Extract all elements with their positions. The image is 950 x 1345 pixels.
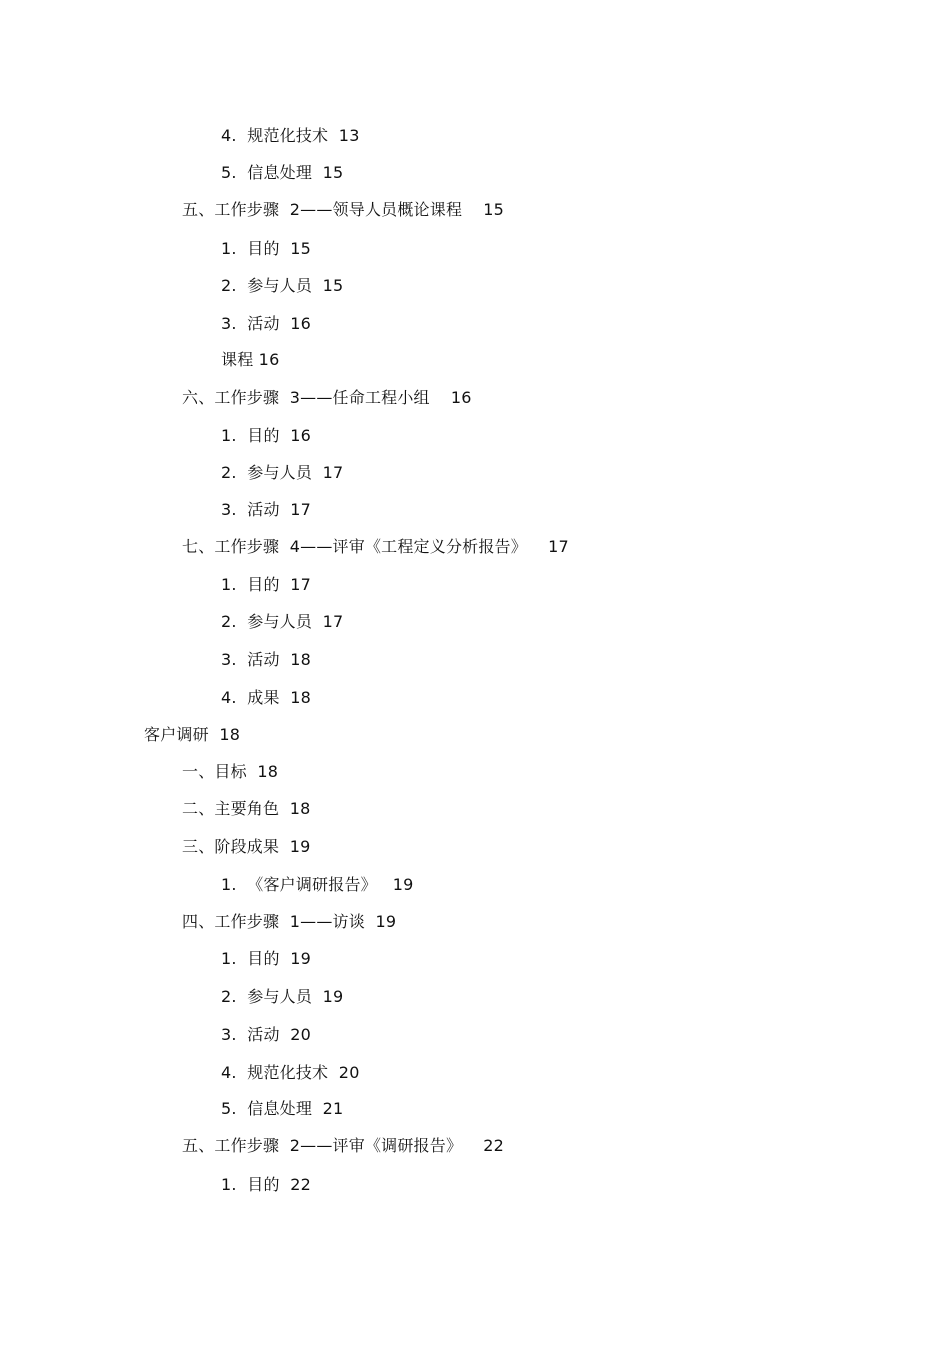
toc-entry: 2. 参与人员 15 bbox=[221, 276, 344, 295]
toc-entry: 七、工作步骤 4——评审《工程定义分析报告》 17 bbox=[182, 537, 569, 556]
toc-entry: 4. 成果 18 bbox=[221, 688, 311, 707]
toc-entry: 1. 目的 16 bbox=[221, 426, 311, 445]
toc-entry: 5. 信息处理 21 bbox=[221, 1099, 344, 1118]
toc-entry: 3. 活动 18 bbox=[221, 650, 311, 669]
toc-entry: 二、主要角色 18 bbox=[182, 799, 311, 818]
toc-entry: 5. 信息处理 15 bbox=[221, 163, 344, 182]
toc-entry: 客户调研 18 bbox=[144, 725, 241, 744]
toc-entry: 一、目标 18 bbox=[182, 762, 279, 781]
toc-entry: 2. 参与人员 17 bbox=[221, 612, 344, 631]
toc-entry: 五、工作步骤 2——领导人员概论课程 15 bbox=[182, 200, 505, 219]
toc-entry: 三、阶段成果 19 bbox=[182, 837, 311, 856]
toc-entry: 五、工作步骤 2——评审《调研报告》 22 bbox=[182, 1136, 505, 1155]
toc-entry: 六、工作步骤 3——任命工程小组 16 bbox=[182, 388, 472, 407]
toc-entry: 1. 《客户调研报告》 19 bbox=[221, 875, 414, 894]
toc-entry: 2. 参与人员 17 bbox=[221, 463, 344, 482]
toc-entry: 四、工作步骤 1——访谈 19 bbox=[182, 912, 397, 931]
toc-entry: 4. 规范化技术 20 bbox=[221, 1063, 360, 1082]
toc-entry: 3. 活动 16 bbox=[221, 314, 311, 333]
toc-entry: 2. 参与人员 19 bbox=[221, 987, 344, 1006]
toc-entry: 1. 目的 15 bbox=[221, 239, 311, 258]
toc-entry: 1. 目的 19 bbox=[221, 949, 311, 968]
toc-entry: 1. 目的 22 bbox=[221, 1175, 311, 1194]
toc-entry: 4. 规范化技术 13 bbox=[221, 126, 360, 145]
toc-entry: 3. 活动 20 bbox=[221, 1025, 311, 1044]
toc-entry: 课程 16 bbox=[221, 350, 280, 369]
toc-entry: 1. 目的 17 bbox=[221, 575, 311, 594]
toc-entry: 3. 活动 17 bbox=[221, 500, 311, 519]
